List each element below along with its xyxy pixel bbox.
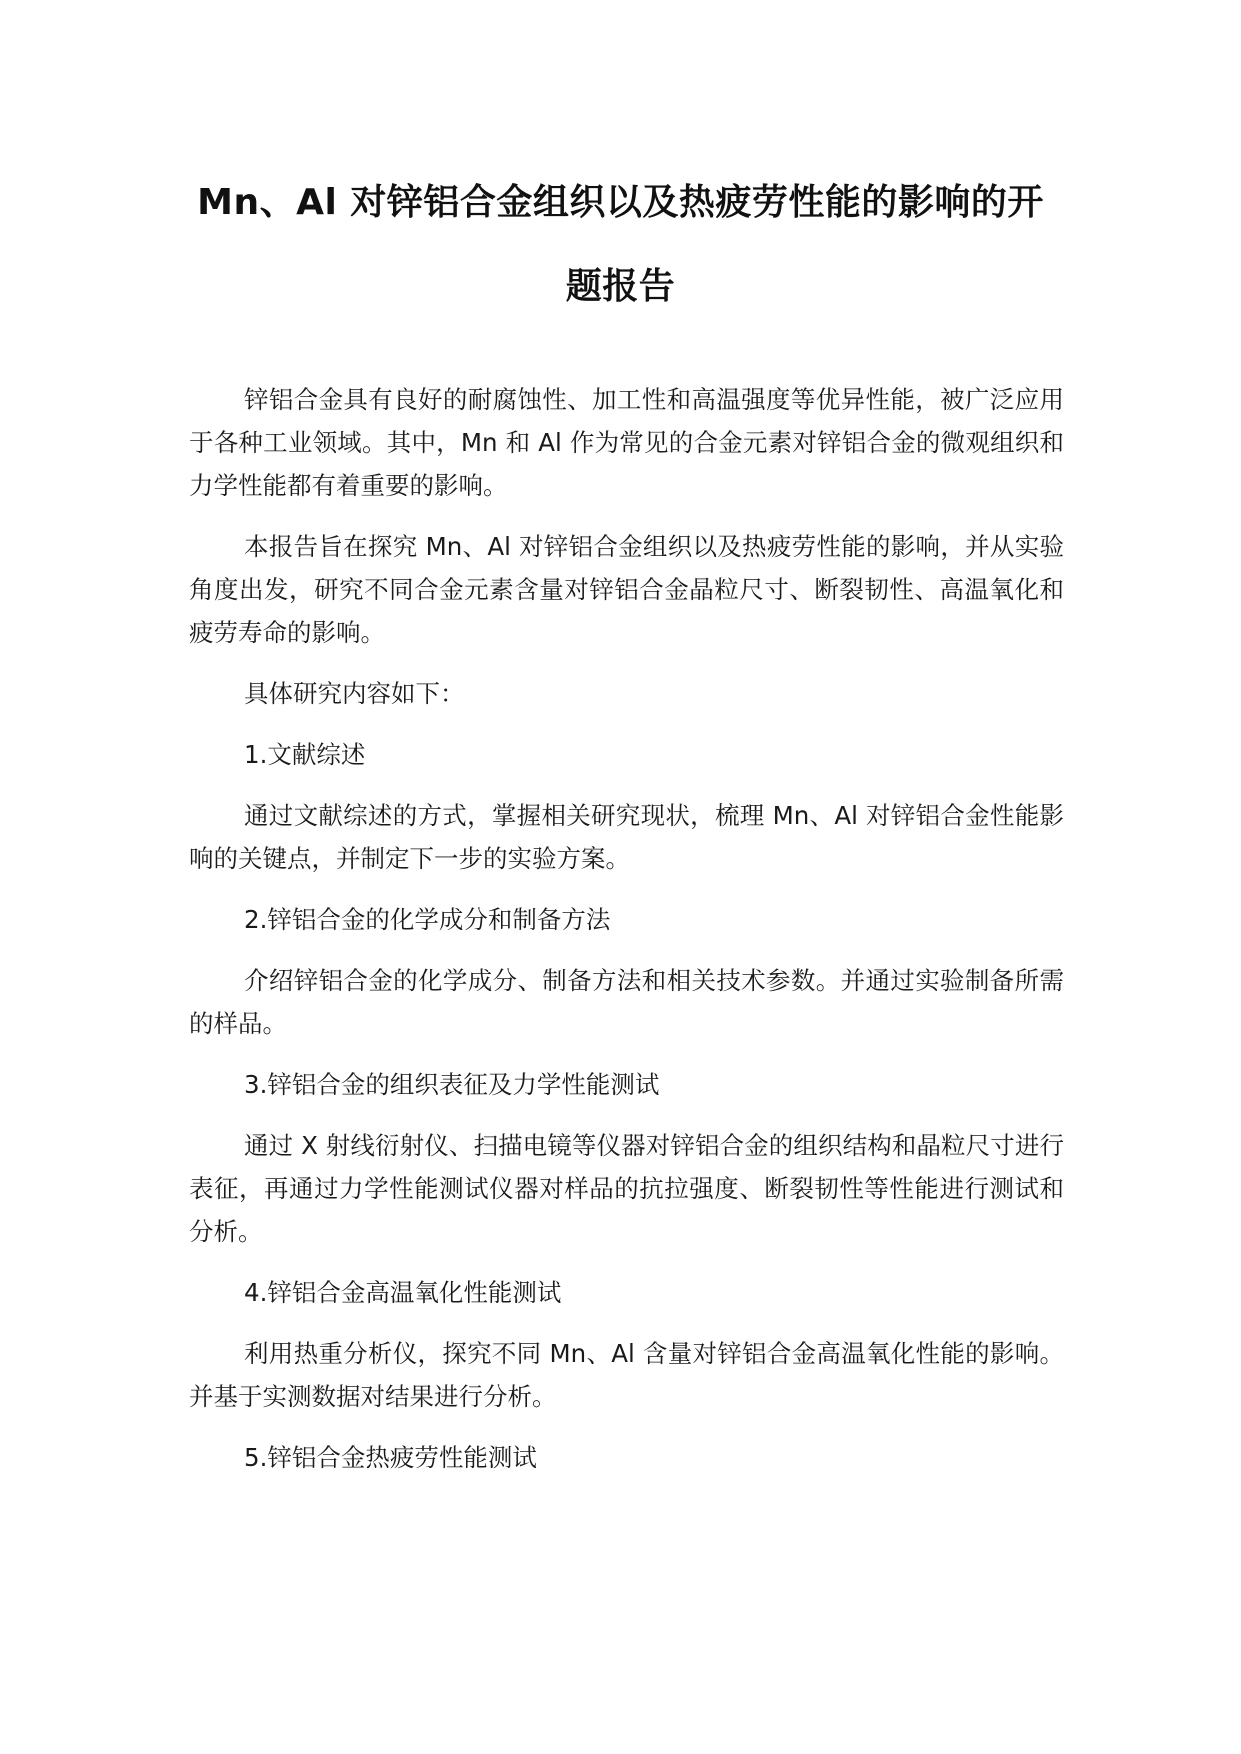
- section-heading-5: 5.锌铝合金热疲劳性能测试: [244, 1443, 537, 1472]
- paragraph-section-1: 通过文献综述的方式，掌握相关研究现状，梳理 Mn、Al 对锌铝合金性能影响的关键点，并制定下一步的实验方案。: [189, 801, 1064, 873]
- paragraph-section-3: 通过 X 射线衍射仪、扫描电镜等仪器对锌铝合金的组织结构和晶粒尺寸进行表征，再通过力学性能测试仪器对样品的抗拉强度、断裂韧性等性能进行测试和分析。: [189, 1131, 1064, 1246]
- document-title-line-2: 题报告: [565, 266, 676, 307]
- paragraph-section-2: 介绍锌铝合金的化学成分、制备方法和相关技术参数。并通过实验制备所需的样品。: [189, 966, 1064, 1038]
- document-title-line-1: Mn、Al 对锌铝合金组织以及热疲劳性能的影响的开: [197, 182, 1044, 223]
- section-heading-4: 4.锌铝合金高温氧化性能测试: [244, 1278, 562, 1307]
- section-heading-2: 2.锌铝合金的化学成分和制备方法: [244, 905, 611, 934]
- paragraph-content-lead: 具体研究内容如下：: [244, 679, 465, 708]
- paragraph-intro: 锌铝合金具有良好的耐腐蚀性、加工性和高温强度等优异性能，被广泛应用于各种工业领域。其中，Mn 和 Al 作为常见的合金元素对锌铝合金的微观组织和力学性能都有着重要的影响。: [189, 385, 1064, 500]
- section-heading-1: 1.文献综述: [244, 740, 366, 769]
- paragraph-section-4: 利用热重分析仪，探究不同 Mn、Al 含量对锌铝合金高温氧化性能的影响。并基于实测数据对结果进行分析。: [189, 1339, 1064, 1411]
- paragraph-purpose: 本报告旨在探究 Mn、Al 对锌铝合金组织以及热疲劳性能的影响，并从实验角度出发，研究不同合金元素含量对锌铝合金晶粒尺寸、断裂韧性、高温氧化和疲劳寿命的影响。: [189, 532, 1064, 647]
- document-body: [189, 378, 1064, 1497]
- section-heading-3: 3.锌铝合金的组织表征及力学性能测试: [244, 1070, 660, 1099]
